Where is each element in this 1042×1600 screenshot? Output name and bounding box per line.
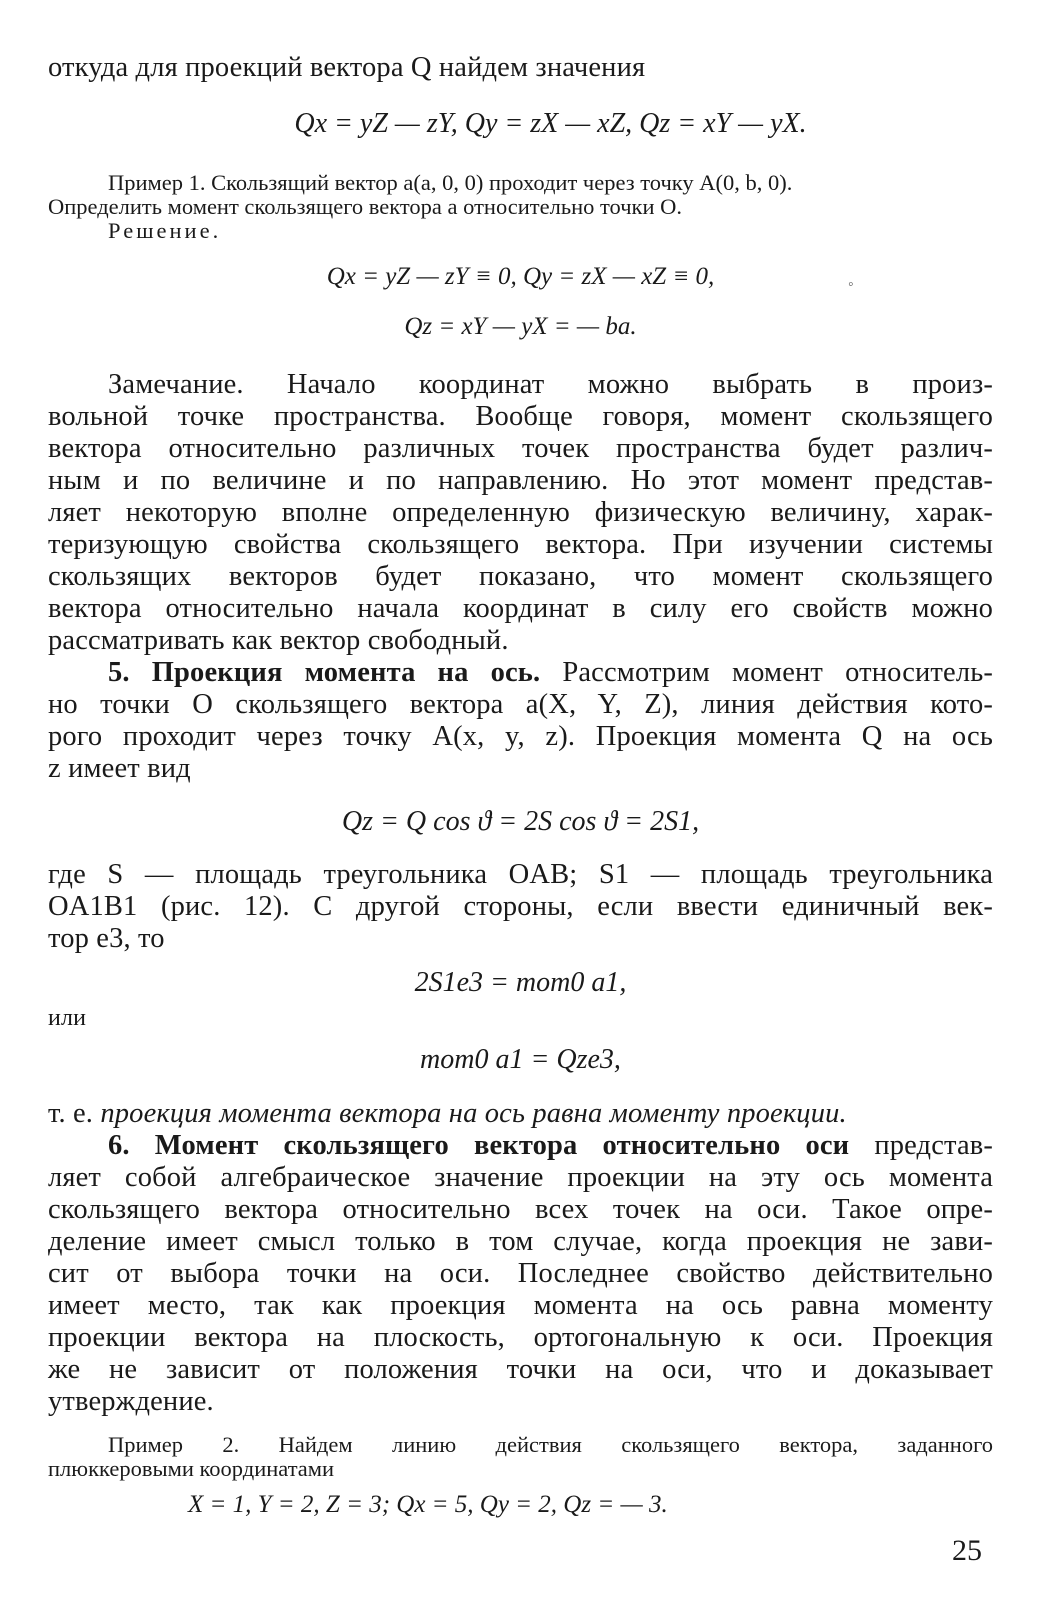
section-6-line: имеет место, так как проекция момента на ось равна моменту (48, 1290, 993, 1321)
conclusion-line (48, 1098, 993, 1130)
section-6-line: деление имеет смысл только в том случае, когда проекция не зави- (48, 1226, 993, 1257)
formula-qz: Qz = Q cos ϑ = 2S cos ϑ = 2S1, (341, 806, 700, 837)
formula-solution-1: Qx = yZ — zY ≡ 0, Qy = zX — xZ ≡ 0, (326, 263, 715, 290)
conjunction-or: или (48, 1005, 87, 1031)
formula-mom-2: mom0 a1 = Qze3, (420, 1044, 621, 1075)
remark-line: вектора относительно различных точек пространства будет различ- (48, 433, 993, 464)
section-5-line: OA1B1 (рис. 12). С другой стороны, если ввести единичный век- (48, 891, 993, 922)
section-5-line: где S — площадь треугольника OAB; S1 — площадь треугольника (48, 859, 993, 890)
remark-line: скользящих векторов будет показано, что момент скользящего (48, 561, 993, 592)
scan-speck-mark: ◦ (848, 276, 854, 293)
section-6-line (48, 1130, 993, 1162)
section-5-line: тор e3, то (48, 923, 165, 954)
conclusion-prefix: т. е. (48, 1098, 101, 1129)
section-5-heading: 5. Проекция момента на ось. (108, 657, 541, 688)
solution-label: Решение. (108, 218, 222, 243)
section-5-text: Рассмотрим момент относитель- (540, 657, 993, 688)
example-2-line: Пример 2. Найдем линию действия скользящего вектора, заданного (108, 1432, 993, 1457)
section-5-line: но точки O скользящего вектора a(X, Y, Z), линия действия кото- (48, 689, 993, 720)
formula-mom-1: 2S1e3 = mom0 a1, (414, 967, 627, 998)
remark-line: рассматривать как вектор свободный. (48, 625, 509, 656)
example-1-line: Определить момент скользящего вектора a относительно точки O. (48, 194, 682, 219)
section-6-line: проекции вектора на плоскость, ортогональную к оси. Проекция (48, 1322, 993, 1353)
section-6-line: скользящего вектора относительно всех точек на оси. Такое опре- (48, 1194, 993, 1225)
text-line: откуда для проекций вектора Q найдем значения (48, 52, 646, 83)
example-1-line: Пример 1. Скользящий вектор a(a, 0, 0) проходит через точку A(0, b, 0). (108, 170, 793, 195)
section-5-line: рого проходит через точку A(x, y, z). Проекция момента Q на ось (48, 721, 993, 752)
formula-plucker-coords: X = 1, Y = 2, Z = 3; Qx = 5, Qy = 2, Qz = — 3. (188, 1491, 668, 1518)
remark-line: вольной точке пространства. Вообще говоря, момент скользящего (48, 401, 993, 432)
formula-solution-2: Qz = xY — yX = — ba. (404, 313, 637, 340)
section-5-line (48, 657, 993, 689)
section-6-text: представ- (849, 1130, 994, 1161)
formula-moment-projections: Qx = yZ — zY, Qy = zX — xZ, Qz = xY — yX. (294, 108, 807, 139)
conclusion-italic: проекция момента вектора на ось равна моменту проекции. (100, 1098, 847, 1129)
section-6-line: же не зависит от положения точки на оси, что и доказывает (48, 1354, 993, 1385)
remark-line: ным и по величине и по направлению. Но этот момент представ- (48, 465, 993, 496)
remark-line: вектора относительно начала координат в силу его свойств можно (48, 593, 993, 624)
section-6-line: утверждение. (48, 1386, 214, 1417)
remark-line: ляет некоторую вполне определенную физическую величину, харак- (48, 497, 993, 528)
section-6-line: сит от выбора точки на оси. Последнее свойство действительно (48, 1258, 993, 1289)
remark-line: Замечание. Начало координат можно выбрать в произ- (108, 369, 993, 400)
section-6-heading: 6. Момент скользящего вектора относительно оси (108, 1130, 850, 1161)
example-2-line: плюккеровыми координатами (48, 1456, 335, 1481)
page-number: 25 (952, 1534, 982, 1567)
remark-line: теризующую свойства скользящего вектора. При изучении системы (48, 529, 993, 560)
section-6-line: ляет собой алгебраическое значение проекции на эту ось момента (48, 1162, 993, 1193)
section-5-line: z имеет вид (48, 753, 191, 784)
